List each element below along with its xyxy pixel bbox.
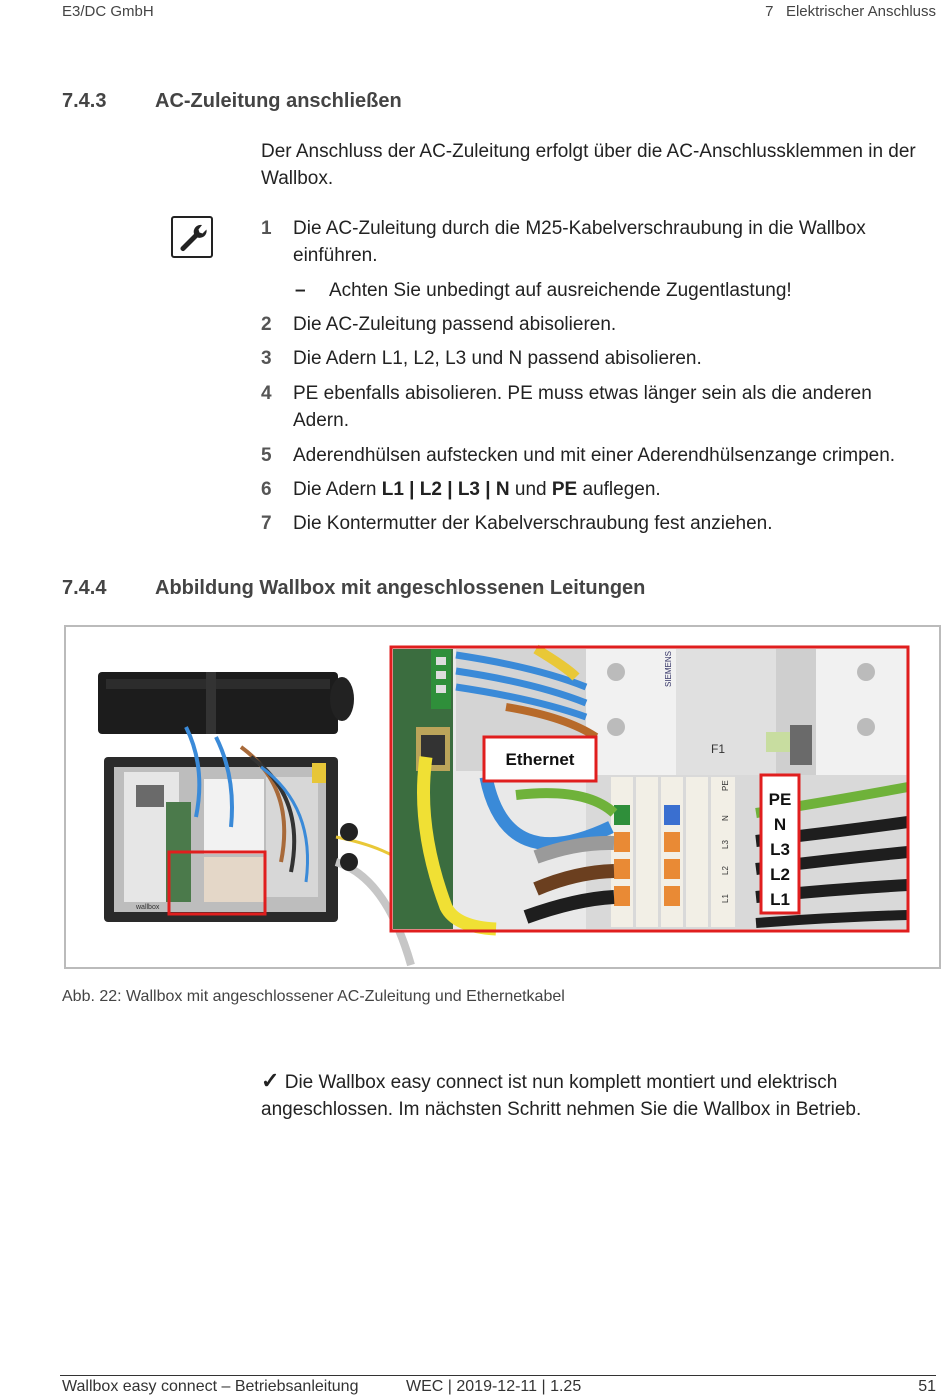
intro-paragraph: Der Anschluss der AC-Zuleitung erfolgt über die AC-Anschlussklemmen in der Wallbox. — [261, 141, 916, 189]
section-heading-7-4-4 — [62, 577, 645, 600]
section-title: AC-Zuleitung anschließen — [155, 90, 402, 112]
section-heading-7-4-3 — [62, 90, 402, 113]
terminal-mark-pe: PE — [721, 780, 730, 791]
device-brand-text: SIEMENS — [664, 650, 673, 687]
step-3: 3 Die Adern L1, L2, L3 und N passend abisolieren. — [261, 348, 702, 369]
ethernet-label: Ethernet — [505, 750, 575, 769]
terminal-label-n: N — [773, 815, 787, 834]
terminal-label-pe: PE — [768, 790, 792, 809]
terminal-label-l1: L1 — [770, 890, 790, 909]
terminal-mark-l1: L1 — [721, 894, 730, 903]
section-title: Abbildung Wallbox mit angeschlossenen Leitungen — [155, 577, 646, 599]
wallbox-overview — [98, 672, 411, 965]
step-4: 4 PE ebenfalls abisolieren. PE muss etwas länger sein als die anderen Adern. — [261, 383, 872, 431]
step-5: 5 Aderendhülsen aufstecken und mit einer Aderendhülsenzange crimpen. — [261, 445, 896, 466]
terminal-mark-l3: L3 — [721, 840, 730, 849]
step-1: 1 Die AC-Zuleitung durch die M25-Kabelverschraubung in die Wallbox einführen. — [261, 218, 866, 266]
step-7: 7 Die Kontermutter der Kabelverschraubung fest anziehen. — [261, 513, 773, 534]
wrench-icon — [171, 216, 213, 258]
header-chapter: 7 Elektrischer Anschluss — [765, 3, 936, 20]
substep-strain-relief: – Achten Sie unbedingt auf ausreichende Zugentlastung! — [295, 277, 792, 304]
terminal-label-l3: L3 — [770, 840, 790, 859]
figure-caption: Abb. 22: Wallbox mit angeschlossener AC-Zuleitung und Ethernetkabel — [62, 988, 565, 1005]
footer-version: WEC | 2019-12-11 | 1.25 — [406, 1378, 582, 1395]
terminal-label-l2: L2 — [770, 865, 790, 884]
step-2: 2 Die AC-Zuleitung passend abisolieren. — [261, 314, 617, 335]
breaker-label: F1 — [711, 742, 726, 756]
checkmark-icon: ✓ — [261, 1068, 280, 1093]
page-number: 51 — [918, 1378, 936, 1395]
footer-divider — [60, 1375, 936, 1376]
wallbox-figure — [64, 625, 941, 969]
terminal-mark-n: N — [721, 815, 730, 821]
terminal-mark-l2: L2 — [721, 866, 730, 875]
section-number: 7.4.3 — [62, 90, 107, 112]
footer-doc-title: Wallbox easy connect – Betriebsanleitung — [62, 1378, 359, 1395]
dash-bullet: – — [295, 280, 306, 301]
terminal-detail — [391, 647, 908, 931]
wallbox-photo-illustration — [66, 627, 939, 967]
result-statement: ✓ Die Wallbox easy connect ist nun komplett montiert und elektrisch angeschlossen. Im nächsten Schritt nehmen Sie die Wallbox in Betrieb. — [261, 1068, 862, 1120]
step-6: 6 Die Adern L1 | L2 | L3 | N und PE auflegen. — [261, 479, 661, 500]
header-company: E3/DC GmbH — [62, 3, 154, 20]
section-number: 7.4.4 — [62, 577, 107, 599]
box-brand-label: wallbox — [136, 904, 160, 911]
